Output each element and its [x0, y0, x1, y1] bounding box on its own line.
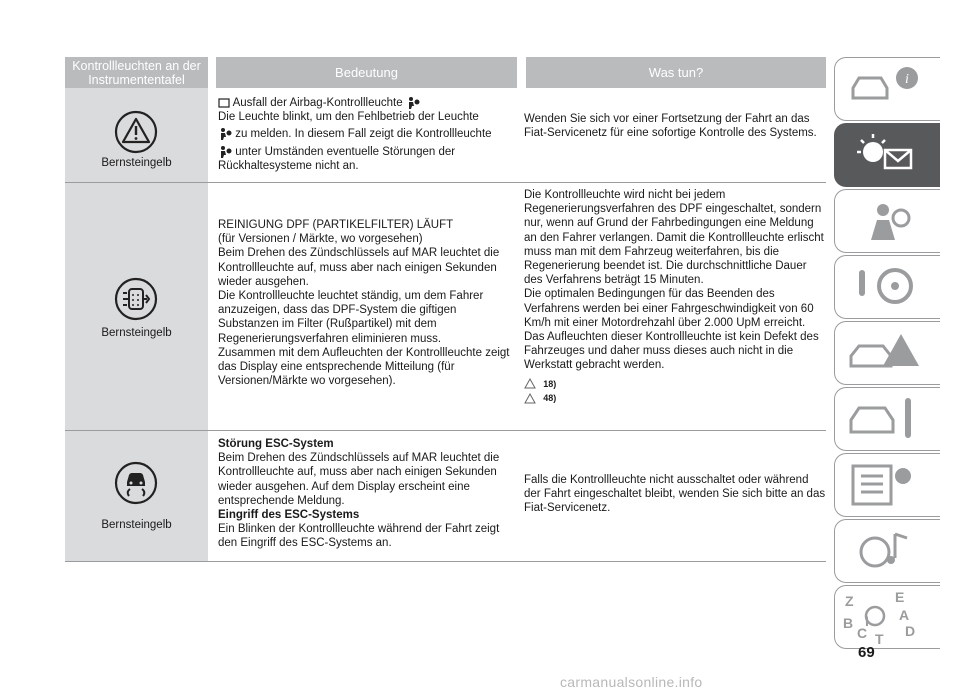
airbag-person-icon [218, 127, 232, 141]
row-2-meaning-title: REINIGUNG DPF (PARTIKELFILTER) LÄUFT [218, 219, 454, 231]
svg-text:i: i [905, 72, 909, 87]
index-letter: C [857, 625, 868, 641]
index-icon [835, 586, 935, 646]
row-3-meaning-p2: Ein Blinken der Kontrollleuchte während der Fahrt zeigt den Eingriff des ESC-Systems an. [218, 523, 500, 550]
index-letter: D [905, 623, 916, 639]
row-3-meaning-title1: Störung ESC-System [218, 438, 334, 450]
tab-car-info[interactable] [834, 57, 940, 121]
row-2-meaning [218, 218, 518, 388]
warning-note-icon [524, 378, 536, 389]
warning-triangle-icon [114, 110, 158, 154]
index-letter: I [865, 613, 869, 629]
column-header-line2: Instrumententafel [88, 72, 185, 87]
row-1-meaning-p1: Die Leuchte blinkt, um den Fehlbetrieb der Leuchte [218, 111, 479, 124]
watermark: carmanualsonline.info [560, 674, 703, 690]
checkbox-icon [218, 98, 230, 108]
index-letter: B [843, 615, 854, 631]
row-3-meaning [218, 437, 518, 551]
column-header-action: Was tun? [526, 57, 826, 88]
row-3-action: Falls die Kontrollleuchte nicht ausschaltet oder während der Fahrt eingeschaltet bleibt, wenden Sie sich bitte an das Fiat-Servicenetz. [524, 474, 826, 515]
row-3-meaning-p1: Beim Drehen des Zündschlüssels auf MAR leuchtet die Kontrollleuchte auf, muss aber nach einigen Sekunden wieder ausgehen. Auf dem Display erscheint eine entsprechende Meldung. [218, 452, 500, 507]
row-divider [65, 430, 826, 431]
row-1-icon-cell [65, 88, 208, 182]
row-3-icon-cell [65, 431, 208, 561]
tab-warning-lights[interactable] [834, 123, 940, 187]
row-2-meaning-p1: Beim Drehen des Zündschlüssels auf MAR leuchtet die Kontrollleuchte auf, muss aber nach einigen Sekunden wieder ausgehen. [218, 247, 500, 288]
note-ref-18[interactable]: 18) [543, 378, 557, 389]
page-number: 69 [858, 644, 875, 661]
esc-skid-icon [114, 461, 158, 505]
row-1-meaning-p2: zu melden. In diesem Fall zeigt die Kontrollleuchte [235, 128, 492, 141]
airbag-person-icon [218, 145, 232, 159]
row-2-action [524, 188, 826, 405]
multimedia-icon [835, 520, 935, 580]
warning-note-icon [524, 393, 536, 404]
row-2-meaning-p3: Zusammen mit dem Aufleuchten der Kontrollleuchte zeigt das Display eine entsprechende Mitteilung (für Versionen/Märkte wo vorgesehen). [218, 346, 510, 388]
tab-technical-data[interactable] [834, 453, 940, 517]
note-ref-48[interactable]: 48) [543, 392, 557, 403]
starting-driving-icon [835, 256, 935, 316]
row-2-action-p2: Die optimalen Bedingungen für das Beenden des Verfahrens werden bei einer Fahrgeschwindigkeit von 60 Km/h mit einer Motordrehzahl über 2.000 UpM erreicht. Das Aufleuchten dieser Kontrollleuchte ist kein Defekt des Fahrzeuges und daher muss dieses auch nicht in die Werkstatt gebracht werden. [524, 288, 819, 372]
row-divider [65, 182, 826, 183]
airbag-person-icon [406, 96, 420, 110]
row-3-color-label: Bernsteingelb [101, 519, 172, 531]
tab-index[interactable] [834, 585, 940, 649]
warning-lights-icon [835, 124, 935, 184]
tab-emergency[interactable] [834, 321, 940, 385]
row-1-meaning-p4: Rückhaltesysteme nicht an. [218, 159, 359, 172]
row-divider [65, 561, 826, 562]
row-1-color-label: Bernsteingelb [101, 157, 172, 169]
column-header-meaning: Bedeutung [216, 57, 517, 88]
tab-safety[interactable] [834, 189, 940, 253]
technical-data-icon [835, 454, 935, 514]
index-letter: A [899, 607, 910, 623]
row-1-meaning [218, 96, 518, 173]
tab-starting-driving[interactable] [834, 255, 940, 319]
row-2-action-p1: Die Kontrollleuchte wird nicht bei jedem Regenerierungsverfahren des DPF eingeschaltet, sondern nur, wenn auf Grund der Fahrbedingungen eine Meldung an den Fahrer verlangen. Damit die Kontrollleuchte erlischt muss man mit dem Fahrzeug weiterfahren, bis die Regenerierung beendet ist. Die durchschnittliche Dauer des Verfahrens beträgt 15 Minuten. [524, 189, 824, 287]
car-info-icon [835, 58, 935, 118]
index-letter: Z [845, 593, 854, 609]
tab-maintenance[interactable] [834, 387, 940, 451]
tab-multimedia[interactable] [834, 519, 940, 583]
row-2-meaning-p2: Die Kontrollleuchte leuchtet ständig, um dem Fahrer anzuzeigen, dass das DPF-System die giftigen Substanzen im Filter (Rußpartikel) mit dem Regenerierungsverfahren eliminieren muss. [218, 290, 484, 345]
column-header-line1: Kontrollleuchten an der [72, 58, 201, 73]
row-1-meaning-title: Ausfall der Airbag-Kontrollleuchte [232, 97, 403, 110]
emergency-icon [835, 322, 935, 382]
index-letter: T [875, 631, 884, 646]
row-2-color-label: Bernsteingelb [101, 327, 172, 339]
row-2-icon-cell [65, 183, 208, 430]
dpf-filter-icon [114, 277, 158, 321]
row-3-meaning-title2: Eingriff des ESC-Systems [218, 509, 360, 522]
safety-airbag-icon [835, 190, 935, 250]
row-1-action: Wenden Sie sich vor einer Fortsetzung der Fahrt an das Fiat-Servicenetz für eine sofortige Kontrolle des Systems. [524, 113, 817, 140]
row-1-meaning-p3: unter Umständen eventuelle Störungen der [235, 145, 456, 158]
row-2-meaning-sub: (für Versionen / Märkte, wo vorgesehen) [218, 233, 423, 246]
column-header-warning-lights [65, 57, 208, 88]
maintenance-icon [835, 388, 935, 448]
index-letter: E [895, 589, 905, 605]
